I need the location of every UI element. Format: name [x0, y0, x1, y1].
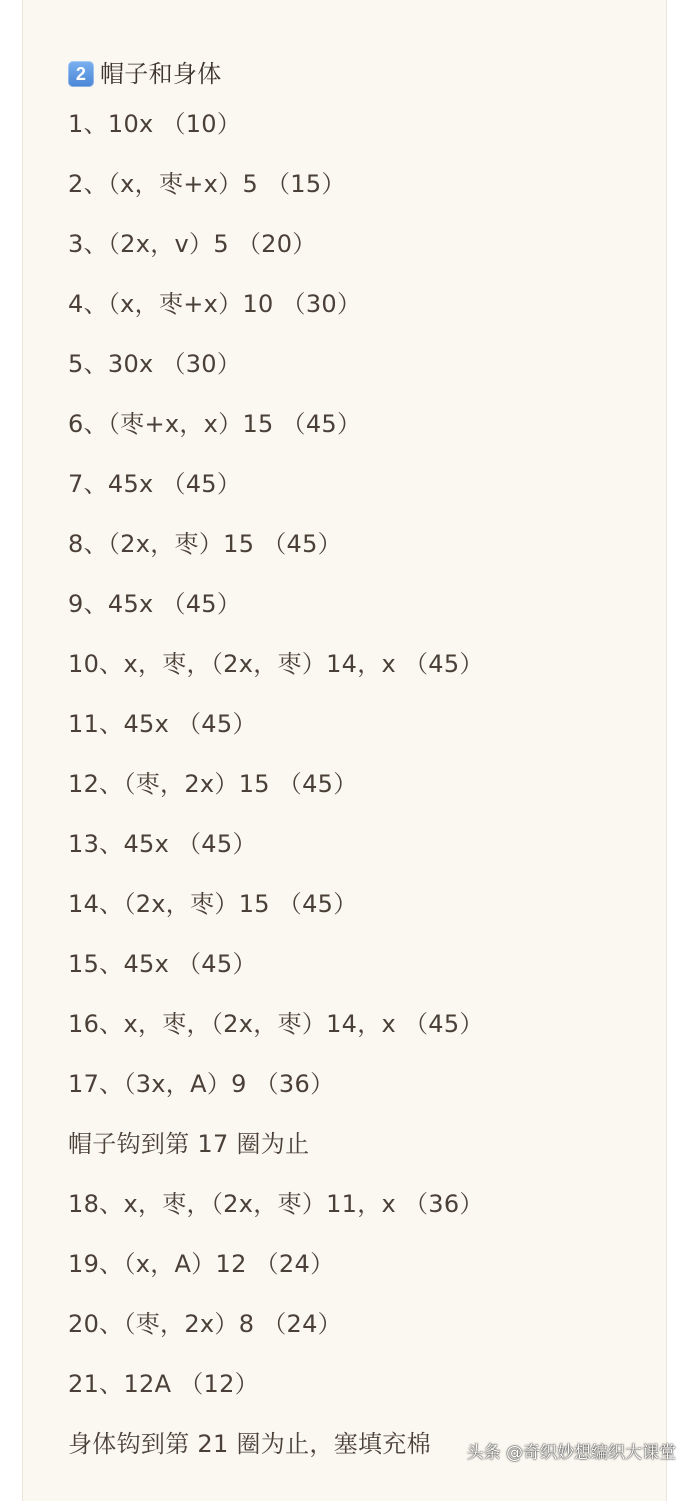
pattern-row: 6、（枣+x，x）15 （45）: [68, 410, 362, 438]
pattern-row: 1、10x （10）: [68, 110, 242, 138]
pattern-row: 3、（2x，v）5 （20）: [68, 230, 317, 258]
section-title: 帽子和身体: [100, 60, 222, 88]
pattern-row: 14、（2x，枣）15 （45）: [68, 890, 358, 918]
pattern-row: 9、45x （45）: [68, 590, 242, 618]
pattern-row: 12、（枣，2x）15 （45）: [68, 770, 358, 798]
pattern-content: [68, 44, 646, 1484]
pattern-row: 4、（x，枣+x）10 （30）: [68, 290, 362, 318]
pattern-row: 20、（枣，2x）8 （24）: [68, 1310, 342, 1338]
pattern-rows: [68, 104, 646, 1484]
article-page: [22, 0, 667, 1501]
pattern-row: 19、（x，A）12 （24）: [68, 1250, 335, 1278]
pattern-row: 16、x，枣，（2x，枣）14，x （45）: [68, 1010, 484, 1038]
pattern-row: 7、45x （45）: [68, 470, 242, 498]
body-note: 身体钩到第 21 圈为止，塞填充棉: [68, 1430, 431, 1458]
pattern-row: 10、x，枣，（2x，枣）14，x （45）: [68, 650, 484, 678]
pattern-row: 21、12A （12）: [68, 1370, 259, 1398]
pattern-row: 11、45x （45）: [68, 710, 257, 738]
pattern-row: 2、（x，枣+x）5 （15）: [68, 170, 346, 198]
pattern-row: 8、（2x，枣）15 （45）: [68, 530, 342, 558]
pattern-row: 17、（3x，A）9 （36）: [68, 1070, 335, 1098]
pattern-row: 15、45x （45）: [68, 950, 257, 978]
section-heading: [68, 44, 646, 104]
number-two-badge-icon: 2: [68, 61, 94, 87]
pattern-row: 5、30x （30）: [68, 350, 242, 378]
pattern-row: 13、45x （45）: [68, 830, 257, 858]
pattern-row: 18、x，枣，（2x，枣）11，x （36）: [68, 1190, 484, 1218]
watermark-text: 头条 @奇织妙想编织大课堂: [466, 1443, 676, 1463]
hat-note: 帽子钩到第 17 圈为止: [68, 1130, 310, 1158]
